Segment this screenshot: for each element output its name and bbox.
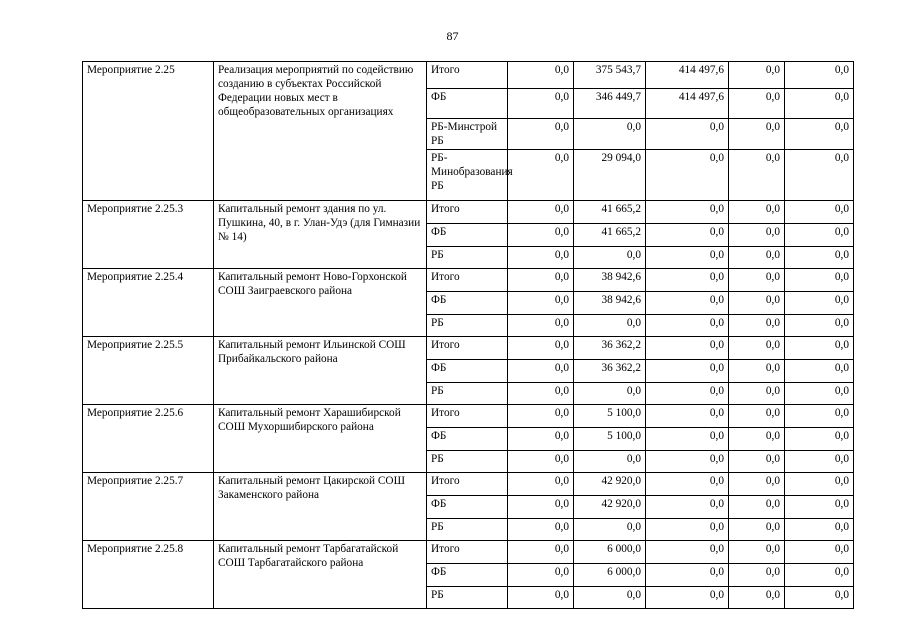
value-cell: 0,0 — [785, 496, 854, 519]
value-cell: 0,0 — [729, 292, 785, 315]
source-cell: Итого — [427, 473, 508, 496]
value-cell: 0,0 — [508, 89, 574, 119]
value-cell: 38 942,6 — [574, 269, 646, 292]
value-cell: 41 665,2 — [574, 224, 646, 247]
value-cell: 0,0 — [646, 269, 729, 292]
table-row — [83, 405, 854, 428]
value-cell: 0,0 — [729, 62, 785, 89]
value-cell: 0,0 — [646, 428, 729, 451]
value-cell: 0,0 — [646, 541, 729, 564]
value-cell: 0,0 — [646, 383, 729, 405]
value-cell: 0,0 — [785, 405, 854, 428]
value-cell: 0,0 — [646, 315, 729, 337]
value-cell: 0,0 — [646, 360, 729, 383]
event-name: Капитальный ремонт здания по ул. Пушкина, 40, в г. Улан-Удэ (для Гимназии № 14) — [214, 201, 427, 269]
value-cell: 0,0 — [508, 473, 574, 496]
value-cell: 0,0 — [785, 473, 854, 496]
value-cell: 0,0 — [785, 315, 854, 337]
value-cell: 0,0 — [574, 451, 646, 473]
source-cell: ФБ — [427, 224, 508, 247]
value-cell: 6 000,0 — [574, 541, 646, 564]
source-cell: Итого — [427, 62, 508, 89]
value-cell: 0,0 — [646, 405, 729, 428]
value-cell: 0,0 — [729, 451, 785, 473]
value-cell: 0,0 — [785, 119, 854, 150]
value-cell: 0,0 — [785, 360, 854, 383]
source-cell: РБ — [427, 247, 508, 269]
event-name: Капитальный ремонт Тарбагатайской СОШ Тарбагатайского района — [214, 541, 427, 609]
value-cell: 0,0 — [646, 473, 729, 496]
value-cell: 0,0 — [508, 519, 574, 541]
value-cell: 0,0 — [729, 89, 785, 119]
value-cell: 0,0 — [729, 247, 785, 269]
value-cell: 5 100,0 — [574, 405, 646, 428]
source-cell: РБ — [427, 587, 508, 609]
value-cell: 0,0 — [508, 292, 574, 315]
value-cell: 0,0 — [508, 541, 574, 564]
value-cell: 0,0 — [729, 405, 785, 428]
value-cell: 0,0 — [508, 496, 574, 519]
source-cell: РБ — [427, 383, 508, 405]
value-cell: 0,0 — [508, 337, 574, 360]
value-cell: 0,0 — [729, 541, 785, 564]
source-cell: Итого — [427, 201, 508, 224]
value-cell: 36 362,2 — [574, 337, 646, 360]
value-cell: 0,0 — [785, 247, 854, 269]
value-cell: 0,0 — [574, 247, 646, 269]
value-cell: 0,0 — [785, 224, 854, 247]
event-name: Капитальный ремонт Харашибирской СОШ Мухоршибирского района — [214, 405, 427, 473]
value-cell: 0,0 — [646, 247, 729, 269]
value-cell: 0,0 — [785, 62, 854, 89]
value-cell: 0,0 — [574, 315, 646, 337]
event-code: Мероприятие 2.25.8 — [83, 541, 214, 609]
value-cell: 5 100,0 — [574, 428, 646, 451]
table-row — [83, 541, 854, 564]
value-cell: 6 000,0 — [574, 564, 646, 587]
source-cell: ФБ — [427, 292, 508, 315]
table-row — [83, 201, 854, 224]
value-cell: 0,0 — [646, 337, 729, 360]
value-cell: 0,0 — [785, 383, 854, 405]
source-cell: ФБ — [427, 428, 508, 451]
value-cell: 0,0 — [729, 201, 785, 224]
value-cell: 414 497,6 — [646, 62, 729, 89]
source-cell: ФБ — [427, 89, 508, 119]
source-cell: РБ — [427, 451, 508, 473]
table-row — [83, 473, 854, 496]
value-cell: 0,0 — [508, 451, 574, 473]
value-cell: 0,0 — [729, 473, 785, 496]
event-code: Мероприятие 2.25.6 — [83, 405, 214, 473]
value-cell: 0,0 — [646, 150, 729, 201]
funding-table — [82, 61, 854, 609]
source-cell: ФБ — [427, 564, 508, 587]
event-name: Капитальный ремонт Цакирской СОШ Закаменского района — [214, 473, 427, 541]
value-cell: 0,0 — [729, 519, 785, 541]
value-cell: 0,0 — [508, 62, 574, 89]
event-name: Реализация мероприятий по содействию созданию в субъектах Российской Федерации новых мест в общеобразовательных организациях — [214, 62, 427, 201]
value-cell: 0,0 — [785, 337, 854, 360]
value-cell: 346 449,7 — [574, 89, 646, 119]
event-code: Мероприятие 2.25.7 — [83, 473, 214, 541]
source-cell: Итого — [427, 541, 508, 564]
table-row — [83, 337, 854, 360]
value-cell: 0,0 — [646, 224, 729, 247]
value-cell: 0,0 — [646, 564, 729, 587]
value-cell: 0,0 — [646, 519, 729, 541]
value-cell: 0,0 — [508, 119, 574, 150]
event-name: Капитальный ремонт Ново-Горхонской СОШ Заиграевского района — [214, 269, 427, 337]
source-cell: РБ — [427, 315, 508, 337]
source-cell: РБ-Минобразования РБ — [427, 150, 508, 201]
value-cell: 0,0 — [785, 150, 854, 201]
value-cell: 0,0 — [646, 119, 729, 150]
value-cell: 375 543,7 — [574, 62, 646, 89]
value-cell: 0,0 — [574, 519, 646, 541]
value-cell: 41 665,2 — [574, 201, 646, 224]
source-cell: РБ-Минстрой РБ — [427, 119, 508, 150]
value-cell: 38 942,6 — [574, 292, 646, 315]
value-cell: 0,0 — [729, 564, 785, 587]
value-cell: 0,0 — [729, 496, 785, 519]
value-cell: 0,0 — [508, 269, 574, 292]
source-cell: РБ — [427, 519, 508, 541]
value-cell: 0,0 — [646, 451, 729, 473]
value-cell: 0,0 — [785, 519, 854, 541]
value-cell: 0,0 — [785, 451, 854, 473]
table-row — [83, 269, 854, 292]
event-code: Мероприятие 2.25.5 — [83, 337, 214, 405]
value-cell: 0,0 — [785, 292, 854, 315]
source-cell: Итого — [427, 337, 508, 360]
value-cell: 36 362,2 — [574, 360, 646, 383]
value-cell: 0,0 — [508, 564, 574, 587]
value-cell: 0,0 — [729, 150, 785, 201]
value-cell: 0,0 — [508, 315, 574, 337]
value-cell: 0,0 — [785, 428, 854, 451]
value-cell: 0,0 — [508, 224, 574, 247]
value-cell: 0,0 — [508, 150, 574, 201]
value-cell: 42 920,0 — [574, 473, 646, 496]
value-cell: 0,0 — [508, 360, 574, 383]
value-cell: 0,0 — [646, 587, 729, 609]
value-cell: 0,0 — [729, 428, 785, 451]
value-cell: 0,0 — [574, 119, 646, 150]
value-cell: 414 497,6 — [646, 89, 729, 119]
value-cell: 0,0 — [574, 587, 646, 609]
value-cell: 0,0 — [785, 269, 854, 292]
value-cell: 0,0 — [729, 587, 785, 609]
value-cell: 0,0 — [729, 337, 785, 360]
value-cell: 0,0 — [508, 587, 574, 609]
page-number: 87 — [446, 29, 459, 43]
source-cell: Итого — [427, 405, 508, 428]
event-code: Мероприятие 2.25.4 — [83, 269, 214, 337]
value-cell: 0,0 — [785, 587, 854, 609]
value-cell: 0,0 — [508, 383, 574, 405]
event-code: Мероприятие 2.25 — [83, 62, 214, 201]
source-cell: Итого — [427, 269, 508, 292]
source-cell: ФБ — [427, 360, 508, 383]
value-cell: 0,0 — [729, 119, 785, 150]
event-code: Мероприятие 2.25.3 — [83, 201, 214, 269]
value-cell: 42 920,0 — [574, 496, 646, 519]
value-cell: 0,0 — [574, 383, 646, 405]
value-cell: 0,0 — [785, 89, 854, 119]
value-cell: 0,0 — [785, 201, 854, 224]
value-cell: 0,0 — [646, 201, 729, 224]
value-cell: 0,0 — [729, 360, 785, 383]
value-cell: 0,0 — [508, 247, 574, 269]
value-cell: 0,0 — [729, 269, 785, 292]
value-cell: 0,0 — [785, 541, 854, 564]
value-cell: 29 094,0 — [574, 150, 646, 201]
table-row — [83, 62, 854, 89]
value-cell: 0,0 — [729, 224, 785, 247]
value-cell: 0,0 — [729, 383, 785, 405]
value-cell: 0,0 — [508, 428, 574, 451]
value-cell: 0,0 — [508, 201, 574, 224]
event-name: Капитальный ремонт Ильинской СОШ Прибайкальского района — [214, 337, 427, 405]
value-cell: 0,0 — [508, 405, 574, 428]
value-cell: 0,0 — [646, 292, 729, 315]
source-cell: ФБ — [427, 496, 508, 519]
value-cell: 0,0 — [646, 496, 729, 519]
value-cell: 0,0 — [729, 315, 785, 337]
value-cell: 0,0 — [785, 564, 854, 587]
